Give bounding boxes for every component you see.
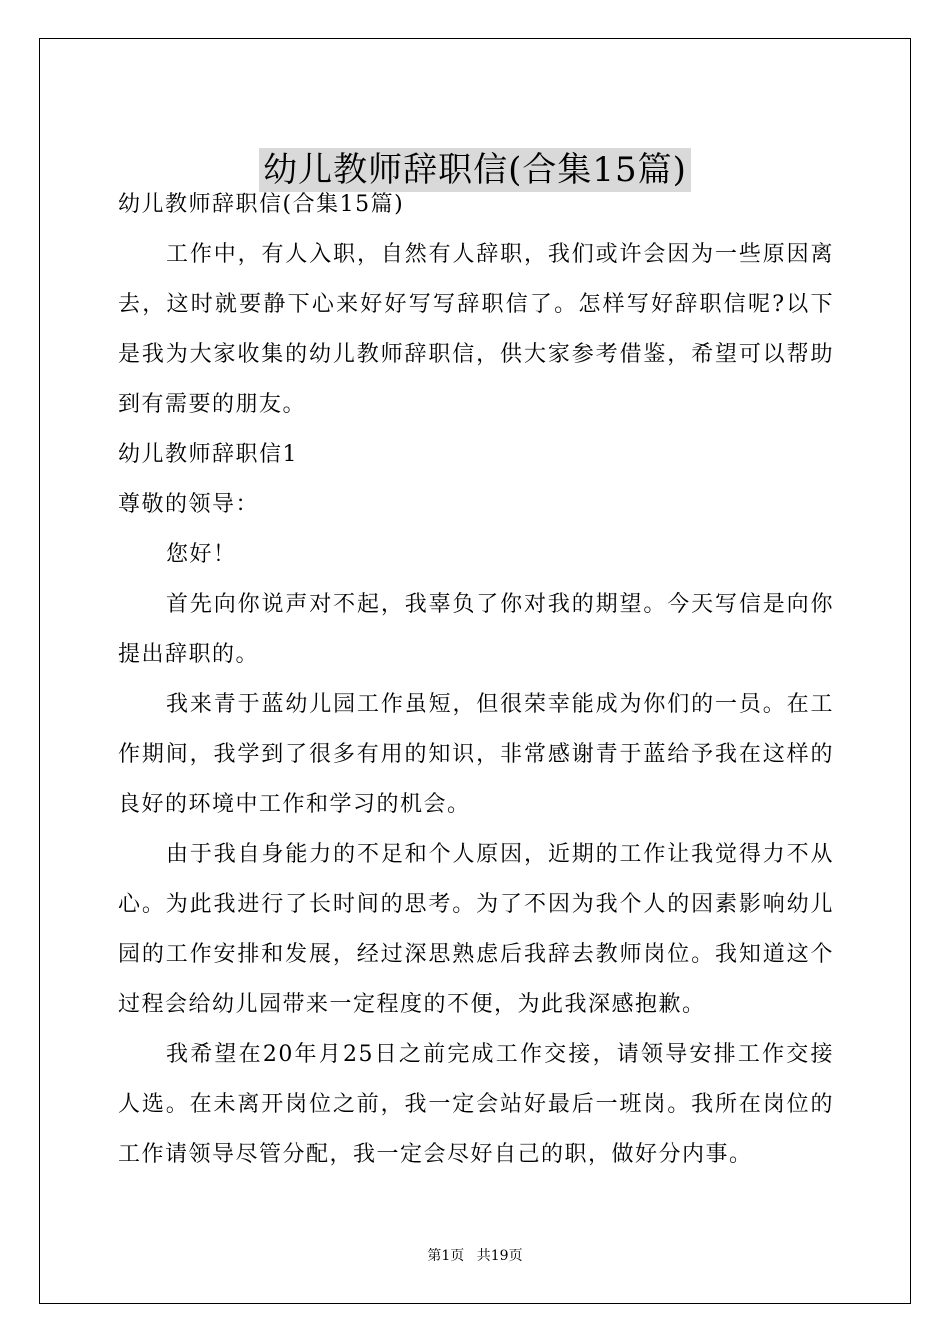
salutation: 尊敬的领导：: [118, 492, 260, 517]
paragraph-subtitle: 幼儿教师辞职信(合集15篇): [118, 192, 405, 217]
paragraph-apology: 首先向你说声对不起，我辜负了你对我的期望。今天写信是向你提出辞职的。: [118, 592, 834, 667]
page-footer: [0, 1246, 950, 1266]
document-body: [118, 180, 834, 1180]
paragraph-handover: 我希望在20年月25日之前完成工作交接，请领导安排工作交接人选。在未离开岗位之前，我一定会站好最后一班岗。我所在岗位的工作请领导尽管分配，我一定会尽好自己的职，做好分内事。: [118, 1042, 834, 1167]
paragraph-reason: 由于我自身能力的不足和个人原因，近期的工作让我觉得力不从心。为此我进行了长时间的思考。为了不因为我个人的因素影响幼儿园的工作安排和发展，经过深思熟虑后我辞去教师岗位。我知道这个过程会给幼儿园带来一定程度的不便，为此我深感抱歉。: [118, 842, 834, 1017]
section-heading: 幼儿教师辞职信1: [118, 442, 298, 467]
greeting: 您好！: [166, 542, 237, 567]
page-total: 共19页: [476, 1248, 523, 1264]
page-number: 第1页: [427, 1248, 465, 1264]
paragraph-gratitude: 我来青于蓝幼儿园工作虽短，但很荣幸能成为你们的一员。在工作期间，我学到了很多有用的知识，非常感谢青于蓝给予我在这样的良好的环境中工作和学习的机会。: [118, 692, 834, 817]
paragraph-intro: 工作中，有人入职，自然有人辞职，我们或许会因为一些原因离去，这时就要静下心来好好写写辞职信了。怎样写好辞职信呢?以下是我为大家收集的幼儿教师辞职信，供大家参考借鉴，希望可以帮助到有需要的朋友。: [118, 242, 834, 417]
document-title: 幼儿教师辞职信(合集15篇): [259, 148, 691, 192]
